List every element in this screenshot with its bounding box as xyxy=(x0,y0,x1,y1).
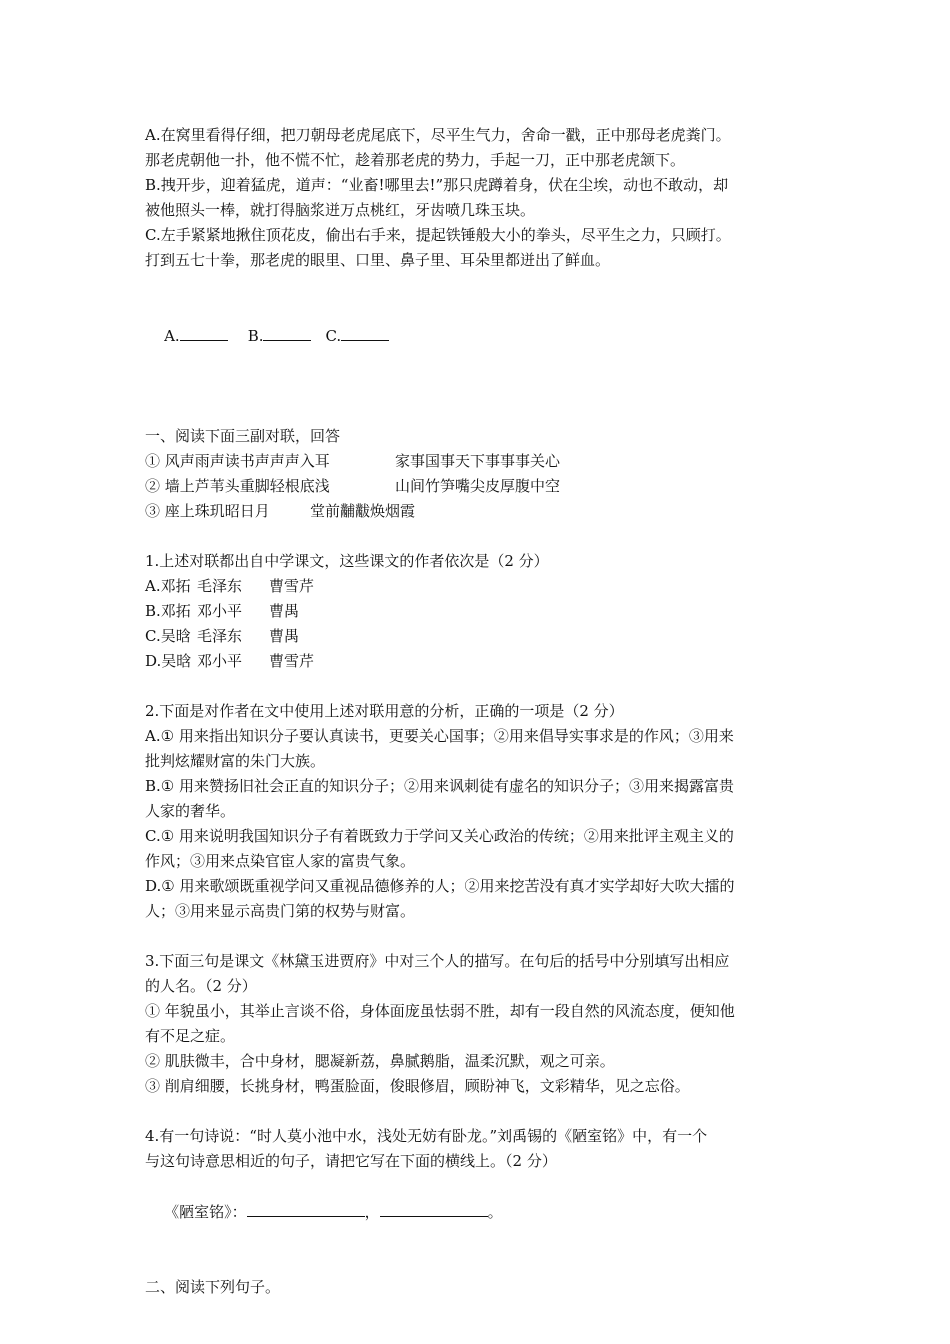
option-author: 毛泽东 xyxy=(197,577,243,595)
q2-stem: 2.下面是对作者在文中使用上述对联用意的分析，正确的一项是（2 分） xyxy=(145,702,624,720)
passage-a-line1: A.在窝里看得仔细，把刀朝母老虎尾底下，尽平生气力，舍命一戳，正中那母老虎粪门。 xyxy=(145,126,731,144)
answer-blanks-row xyxy=(145,298,810,374)
couplet-left: ③ 座上珠玑昭日月 xyxy=(145,502,270,520)
spacer xyxy=(145,374,810,424)
option-label: B.邓拓 xyxy=(145,602,191,620)
answer-c-blank[interactable] xyxy=(341,323,389,341)
spacer xyxy=(145,273,810,298)
answer-b-label: B. xyxy=(247,327,264,345)
q4-answer-blank-1[interactable] xyxy=(247,1199,365,1217)
spacer xyxy=(145,674,810,699)
q3-sentence2: ② 肌肤微丰，合中身材，腮凝新荔，鼻腻鹅脂，温柔沉默，观之可亲。 xyxy=(145,1052,615,1070)
q2-option-c-line1: C.① 用来说明我国知识分子有着既致力于学问又关心政治的传统；②用来批评主观主义的 xyxy=(145,827,734,845)
q2-option-c-line2: 作风；③用来点染官宦人家的富贵气象。 xyxy=(145,852,416,870)
q4-answer-blank-2[interactable] xyxy=(380,1199,488,1217)
q3-sentence1-line1: ① 年貌虽小，其举止言谈不俗，身体面庞虽怯弱不胜，却有一段自然的风流态度，便知他 xyxy=(145,1002,735,1020)
q2-option-b-line1: B.① 用来赞扬旧社会正直的知识分子；②用来讽刺徒有虚名的知识分子；③用来揭露富贵 xyxy=(145,777,735,795)
passage-c-line1: C.左手紧紧地揪住顶花皮，偷出右手来，提起铁锤般大小的拳头，尽平生之力，只顾打。 xyxy=(145,226,731,244)
passage-b-line2: 被他照头一棒，就打得脑浆迸万点桃红，牙齿喷几珠玉块。 xyxy=(145,201,536,219)
spacer xyxy=(145,524,810,549)
couplet-left: ① 风声雨声读书声声声入耳 xyxy=(145,452,330,470)
q1-option-d xyxy=(145,649,810,674)
couplet-row xyxy=(145,474,810,499)
q2-option-d-line2: 人；③用来显示高贵门第的权势与财富。 xyxy=(145,902,416,920)
q4-stem-line1: 4.有一句诗说：“时人莫小池中水，浅处无妨有卧龙。”刘禹锡的《陋室铭》中，有一个 xyxy=(145,1127,708,1145)
answer-a-label: A. xyxy=(164,327,180,345)
q2-option-d-line1: D.① 用来歌颂既重视学问又重视品德修养的人；②用来挖苦没有真才实学却好大吹大擂的 xyxy=(145,877,735,895)
answer-a-blank[interactable] xyxy=(180,323,228,341)
q3-stem-line2: 的人名。（2 分） xyxy=(145,977,257,995)
document-page xyxy=(145,123,810,1300)
answer-c-label: C. xyxy=(325,327,342,345)
q2-option-a-line1: A.① 用来指出知识分子要认真读书，更要关心国事；②用来倡导实事求是的作风；③用来 xyxy=(145,727,734,745)
passage-a-line2: 那老虎朝他一扑，他不慌不忙，趁着那老虎的势力，手起一刀，正中那老虎颔下。 xyxy=(145,151,686,169)
q4-stem-line2: 与这句诗意思相近的句子，请把它写在下面的横线上。（2 分） xyxy=(145,1152,557,1170)
option-author: 曹雪芹 xyxy=(269,577,315,595)
option-label: A.邓拓 xyxy=(145,577,191,595)
q1-option-b xyxy=(145,599,810,624)
passage-b-line1: B.拽开步，迎着猛虎，道声：“业畜!哪里去!”那只虎蹲着身，伏在尘埃，动也不敢动，却 xyxy=(145,176,729,194)
option-author: 曹禺 xyxy=(269,627,300,645)
q3-sentence3: ③ 削肩细腰，长挑身材，鸭蛋脸面，俊眼修眉，顾盼神飞，文彩精华，见之忘俗。 xyxy=(145,1077,690,1095)
option-author: 曹雪芹 xyxy=(269,652,315,670)
q3-stem-line1: 3.下面三句是课文《林黛玉进贾府》中对三个人的描写。在句后的括号中分别填写出相应 xyxy=(145,952,730,970)
answer-b-blank[interactable] xyxy=(263,323,311,341)
couplet-left: ② 墙上芦苇头重脚轻根底浅 xyxy=(145,477,330,495)
option-label: D.吴晗 xyxy=(145,652,192,670)
couplet-right: 堂前黼黻焕烟霞 xyxy=(310,502,416,520)
couplet-right: 家事国事天下事事事关心 xyxy=(395,452,561,470)
q4-answer-row xyxy=(145,1174,810,1250)
couplet-row xyxy=(145,499,810,524)
q2-option-a-line2: 批判炫耀财富的朱门大族。 xyxy=(145,752,326,770)
q1-stem: 1.上述对联都出自中学课文，这些课文的作者依次是（2 分） xyxy=(145,552,549,570)
option-author: 邓小平 xyxy=(197,652,243,670)
option-author: 邓小平 xyxy=(197,602,243,620)
q1-option-c xyxy=(145,624,810,649)
spacer xyxy=(145,1099,810,1124)
option-label: C.吴晗 xyxy=(145,627,191,645)
section1-heading: 一、阅读下面三副对联，回答 xyxy=(145,427,341,445)
section2-heading: 二、阅读下列句子。 xyxy=(145,1278,281,1296)
passage-c-line2: 打到五七十拳，那老虎的眼里、口里、鼻子里、耳朵里都迸出了鲜血。 xyxy=(145,251,611,269)
spacer xyxy=(145,1250,810,1275)
q2-option-b-line2: 人家的奢华。 xyxy=(145,802,236,820)
couplet-right: 山间竹笋嘴尖皮厚腹中空 xyxy=(395,477,561,495)
option-author: 毛泽东 xyxy=(197,627,243,645)
option-author: 曹禺 xyxy=(269,602,300,620)
q4-answer-prefix: 《陋室铭》： xyxy=(164,1203,247,1221)
couplet-row xyxy=(145,449,810,474)
q4-separator: ， xyxy=(364,1203,380,1221)
q1-option-a xyxy=(145,574,810,599)
spacer xyxy=(145,924,810,949)
q4-end: 。 xyxy=(487,1203,503,1221)
q3-sentence1-line2: 有不足之症。 xyxy=(145,1027,236,1045)
